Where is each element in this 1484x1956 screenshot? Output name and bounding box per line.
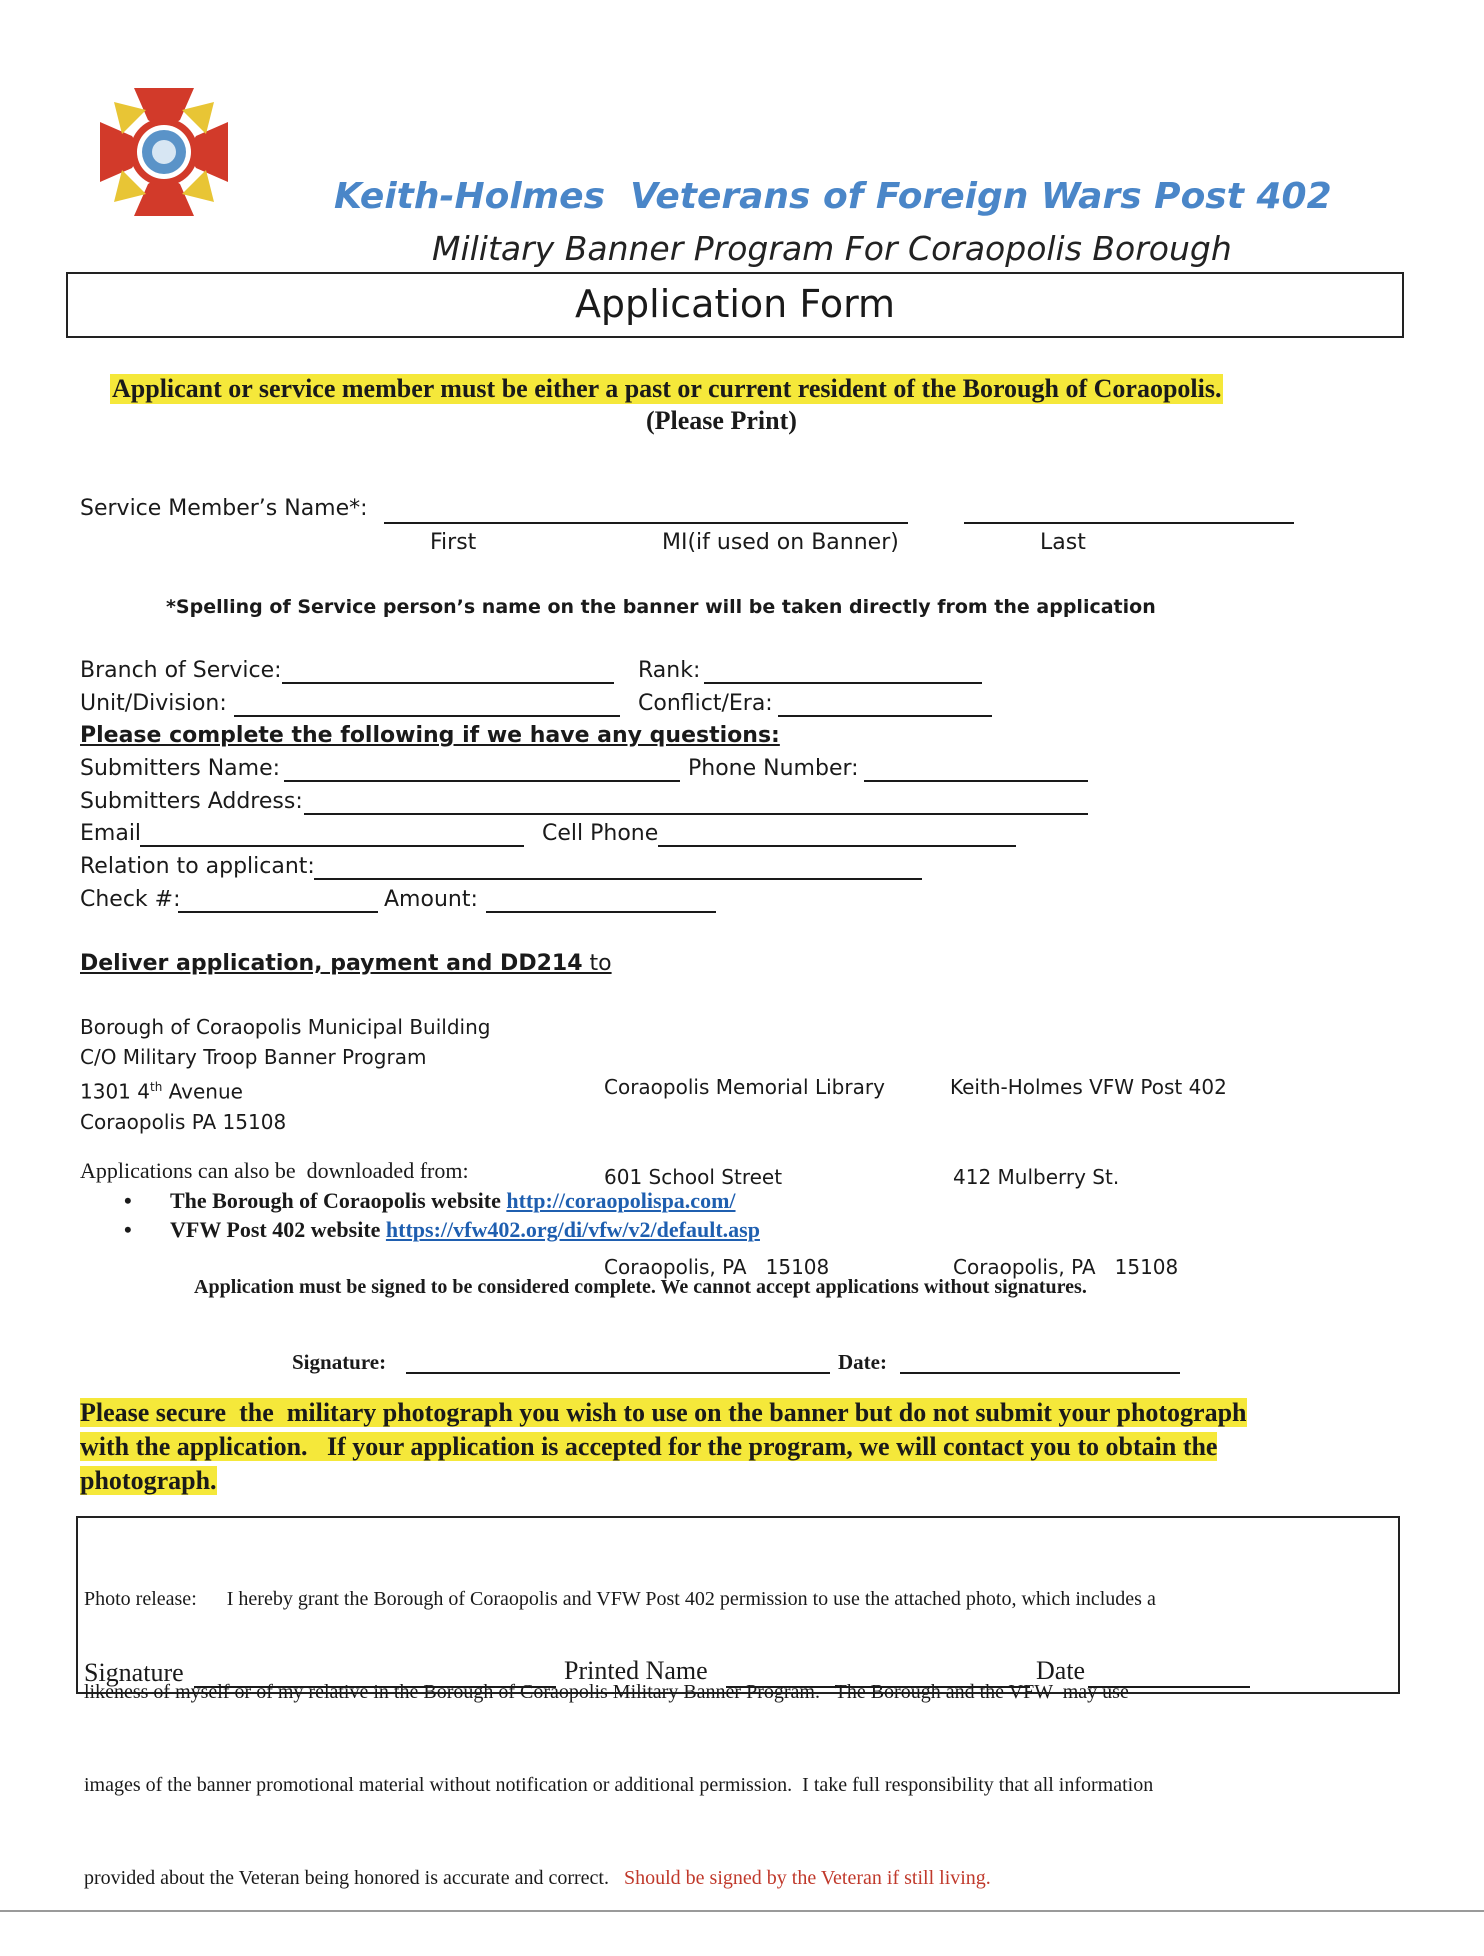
questions-heading: Please complete the following if we have any questions: [80,723,780,748]
address-line: Keith-Holmes VFW Post 402 [950,1075,1227,1099]
delivery-heading-wrap [80,951,612,976]
address-vfw [950,1012,1227,1312]
conflict-label: Conflict/Era: [638,691,773,716]
cell-line[interactable] [658,845,1016,847]
downloads-intro: Applications can also be downloaded from: [80,1158,469,1183]
address-line: Coraopolis, PA 15108 [604,1255,830,1279]
last-caption: Last [1040,530,1086,555]
address-line: Coraopolis, PA 15108 [953,1255,1179,1279]
date-label: Date: [838,1350,887,1374]
submitter-name-label: Submitters Name: [80,756,281,781]
cell-label: Cell Phone [542,821,659,846]
signature-label: Signature: [292,1350,387,1374]
address-line: Coraopolis PA 15108 [80,1109,287,1134]
photo-notice [80,1396,1247,1498]
bullet-icon: • [124,1217,132,1242]
borough-website-link[interactable]: http://coraopolispa.com/ [506,1188,736,1213]
address-line: 412 Mulberry St. [953,1165,1120,1189]
unit-label: Unit/Division: [80,691,227,716]
address-municipal [80,1012,490,1137]
download-item-borough: • The Borough of Coraopolis website http://coraopolispa.com/ [124,1188,736,1213]
unit-line[interactable] [234,715,620,717]
email-line[interactable] [140,845,524,847]
please-print-note: (Please Print) [646,406,797,435]
residency-notice: Applicant or service member must be either a past or current resident of the Borough of Coraopolis. [112,374,1222,403]
address-line: C/O Military Troop Banner Program [80,1045,427,1069]
photo-release-text [84,1522,1156,1956]
form-title-box [66,272,1404,338]
address-line: 601 School Street [604,1165,783,1189]
photo-notice-line: Please secure the military photograph you wish to use on the banner but do not submit your photograph [80,1398,1247,1427]
release-signature-label: Signature [84,1658,184,1687]
rank-line[interactable] [704,682,982,684]
submitter-address-line[interactable] [304,813,1088,815]
conflict-line[interactable] [778,715,992,717]
branch-label: Branch of Service: [80,658,282,683]
program-subtitle: Military Banner Program For Coraopolis Borough [432,229,1232,268]
email-label: Email [80,821,142,846]
release-signature-line[interactable] [194,1686,556,1688]
last-name-line[interactable] [964,522,1294,524]
delivery-heading: Deliver application, payment and DD214 [80,951,583,976]
check-label: Check #: [80,887,181,912]
release-line: Photo release: I hereby grant the Borough of Coraopolis and VFW Post 402 permission to use the attached photo, which includes a [84,1588,1156,1610]
photo-notice-line: with the application. If your application is accepted for the program, we will contact you to obtain the [80,1432,1218,1461]
release-printed-name-label: Printed Name [564,1656,708,1685]
download-item-vfw: • VFW Post 402 website https://vfw402.org/di/vfw/v2/default.asp [124,1217,760,1242]
phone-line[interactable] [864,780,1088,782]
amount-label: Amount: [384,887,478,912]
date-line[interactable] [900,1372,1180,1374]
scan-edge-line [0,1910,1484,1912]
delivery-heading-to: to [582,951,612,976]
vfw-cross-icon [96,84,232,220]
address-library [604,1012,885,1312]
address-line: 1301 4th Avenue [80,1079,243,1104]
mi-caption: MI(if used on Banner) [662,530,899,555]
submitter-address-label: Submitters Address: [80,789,303,814]
rank-label: Rank: [638,658,701,683]
address-line: Borough of Coraopolis Municipal Building [80,1015,491,1039]
form-title: Application Form [574,282,896,326]
release-line: likeness of myself or of my relative in the Borough of Coraopolis Military Banner Program. The Borough and the VFW may use [84,1681,1129,1703]
address-line: Coraopolis Memorial Library [604,1075,885,1099]
release-line: images of the banner promotional material without notification or additional permission. I take full responsibility that all information [84,1774,1154,1796]
spelling-note: *Spelling of Service person’s name on the banner will be taken directly from the application [166,596,1156,618]
bullet-icon: • [124,1188,132,1213]
signature-notice: Application must be signed to be considered complete. We cannot accept applications without signatures. [194,1276,1087,1298]
photo-release-box [76,1516,1400,1889]
release-date-label: Date [1036,1656,1086,1685]
signature-line[interactable] [406,1372,830,1374]
relation-line[interactable] [314,878,922,880]
service-member-name-label: Service Member’s Name*: [80,496,368,521]
phone-label: Phone Number: [688,756,859,781]
check-line[interactable] [178,911,378,913]
release-date-line[interactable] [1088,1686,1250,1688]
relation-label: Relation to applicant: [80,854,315,879]
amount-line[interactable] [486,911,716,913]
submitter-name-line[interactable] [284,780,680,782]
first-mi-name-line[interactable] [384,522,908,524]
first-caption: First [430,530,477,555]
veteran-sign-note: Should be signed by the Veteran if still living. [623,1867,991,1889]
org-title: Keith-Holmes Veterans of Foreign Wars Post 402 [334,176,1332,217]
photo-notice-line: photograph. [80,1466,217,1495]
release-printed-name-line[interactable] [726,1686,1030,1688]
vfw-logo [96,84,232,220]
branch-line[interactable] [282,682,614,684]
vfw-website-link[interactable]: https://vfw402.org/di/vfw/v2/default.asp [385,1217,760,1242]
release-line: provided about the Veteran being honored is accurate and correct. Should be signed by the Veteran if still living. [84,1867,991,1889]
